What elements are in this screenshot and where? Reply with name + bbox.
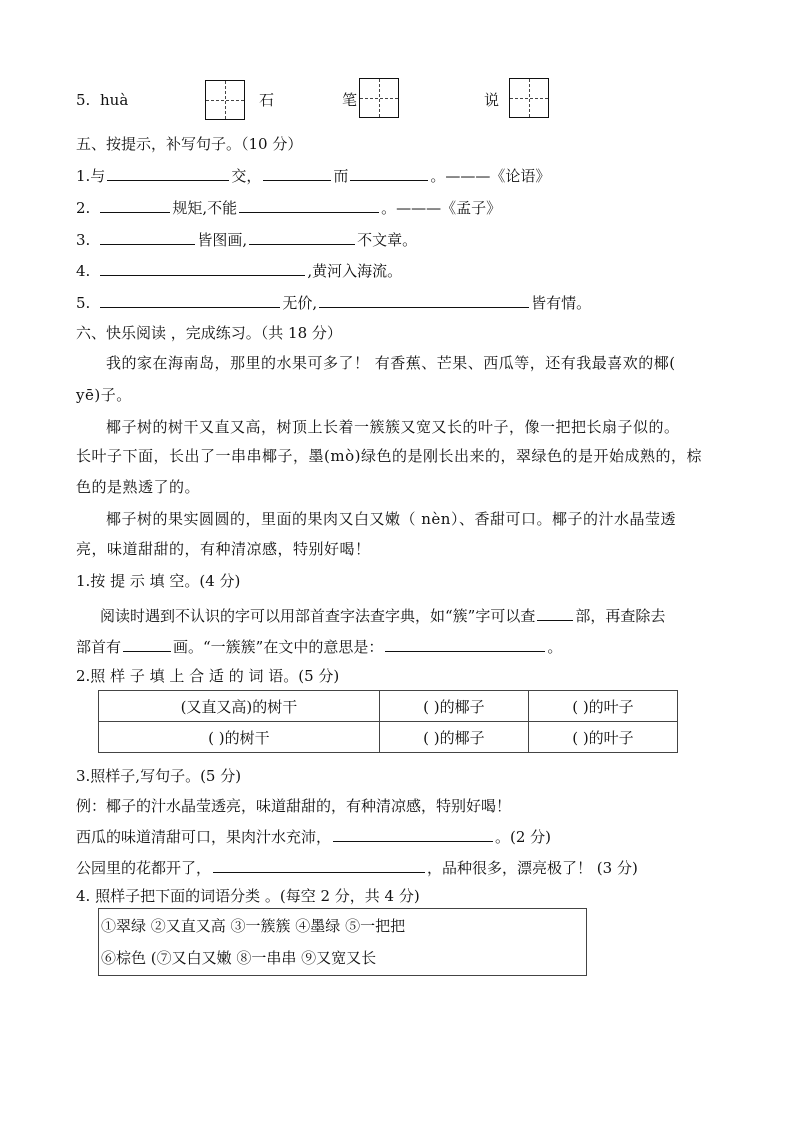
blank[interactable] bbox=[263, 165, 331, 181]
q2-title: 2.照 样 子 填 上 合 适 的 词 语。(5 分) bbox=[76, 667, 340, 685]
passage-line-4: 长叶子下面，长出了一串串椰子，墨(mò)绿色的是刚长出来的，翠绿色的是开始成熟的，棕 bbox=[76, 447, 702, 465]
s5-item-2-a: 2. bbox=[76, 199, 91, 217]
q1-line-1 bbox=[100, 605, 665, 626]
q5-number: 5. bbox=[76, 91, 91, 109]
table-cell[interactable]: (又直又高)的树干 bbox=[99, 691, 380, 722]
q1-line-1-b: 部，再查除去 bbox=[575, 607, 666, 625]
word-bank-row-1: ①翠绿 ②又直又高 ③一簇簇 ④墨绿 ⑤一把把 bbox=[101, 917, 406, 935]
q3-s2-a: 公园里的花都开了， bbox=[76, 859, 212, 877]
passage-line-1: 我的家在海南岛，那里的水果可多了！ 有香蕉、芒果、西瓜等，还有我最喜欢的椰( bbox=[106, 354, 676, 372]
s5-item-2-c: 。———《孟子》 bbox=[381, 199, 502, 217]
table-cell[interactable]: ( )的椰子 bbox=[379, 691, 528, 722]
q3-example: 例：椰子的汁水晶莹透亮，味道甜甜的，有种清凉感，特别好喝！ bbox=[76, 797, 512, 815]
s5-item-5-b: 无价, bbox=[282, 294, 318, 312]
passage-line-2: yē)子。 bbox=[76, 386, 132, 404]
s5-item-3-b: 皆图画, bbox=[197, 231, 248, 249]
blank[interactable] bbox=[249, 229, 355, 245]
blank[interactable] bbox=[385, 636, 545, 652]
q1-line-2-c: 。 bbox=[547, 638, 563, 656]
section6-title: 六、快乐阅读 ，完成练习。（共 18 分） bbox=[76, 324, 342, 342]
s5-item-5 bbox=[76, 292, 591, 313]
q4-title: 4. 照样子把下面的词语分类 。(每空 2 分，共 4 分) bbox=[76, 887, 420, 905]
passage-line-7: 亮，味道甜甜的，有种清凉感，特别好喝！ bbox=[76, 540, 371, 558]
q5-word-2: 笔 bbox=[342, 91, 358, 109]
blank[interactable] bbox=[537, 605, 573, 621]
s5-item-2 bbox=[76, 197, 501, 218]
blank[interactable] bbox=[123, 636, 171, 652]
s5-item-2-b: 规矩,不能 bbox=[172, 199, 238, 217]
blank[interactable] bbox=[100, 197, 170, 213]
q5-word-3: 说 bbox=[484, 91, 500, 109]
q5-pinyin: huà bbox=[100, 91, 129, 109]
table-row bbox=[99, 691, 678, 722]
s5-item-3 bbox=[76, 229, 417, 250]
tian-box-2[interactable] bbox=[359, 78, 399, 118]
s5-item-5-c: 皆有情。 bbox=[531, 294, 592, 312]
table-cell[interactable]: ( )的椰子 bbox=[379, 722, 528, 753]
q3-s1-b: 。(2 分) bbox=[495, 828, 552, 846]
q1-line-2 bbox=[76, 636, 562, 657]
word-bank-box bbox=[98, 908, 587, 976]
s5-item-4-a: 4. bbox=[76, 262, 91, 280]
s5-item-4-b: ,黄河入海流。 bbox=[307, 262, 403, 280]
section5-title: 五、按提示，补写句子。（10 分） bbox=[76, 135, 303, 153]
word-bank-row-2: ⑥棕色 (⑦又白又嫩 ⑧一串串 ⑨又宽又长 bbox=[101, 949, 377, 967]
passage-line-6: 椰子树的果实圆圆的，里面的果肉又白又嫩（ nèn）、香甜可口。椰子的汁水晶莹透 bbox=[106, 510, 676, 528]
tian-box-3[interactable] bbox=[509, 78, 549, 118]
s5-item-4 bbox=[76, 260, 402, 281]
q1-title: 1.按 提 示 填 空。(4 分) bbox=[76, 572, 241, 590]
blank[interactable] bbox=[319, 292, 529, 308]
table-cell[interactable]: ( )的树干 bbox=[99, 722, 380, 753]
s5-item-1-c: 而 bbox=[333, 167, 349, 185]
word-table bbox=[98, 690, 678, 753]
s5-item-1-b: 交， bbox=[231, 167, 262, 185]
s5-item-1-a: 1.与 bbox=[76, 167, 106, 185]
s5-item-1-d: 。———《论语》 bbox=[430, 167, 551, 185]
q3-s2-b: ，品种很多，漂亮极了！ (3 分) bbox=[427, 859, 638, 877]
table-cell[interactable]: ( )的叶子 bbox=[528, 722, 677, 753]
blank[interactable] bbox=[213, 857, 425, 873]
blank[interactable] bbox=[333, 826, 493, 842]
q3-sentence-2 bbox=[76, 857, 638, 878]
blank[interactable] bbox=[100, 229, 195, 245]
q1-line-2-a: 部首有 bbox=[76, 638, 122, 656]
blank[interactable] bbox=[107, 165, 229, 181]
passage-line-3: 椰子树的树干又直又高，树顶上长着一簇簇又宽又长的叶子，像一把把长扇子似的。 bbox=[106, 418, 680, 436]
table-row bbox=[99, 722, 678, 753]
s5-item-3-a: 3. bbox=[76, 231, 91, 249]
q3-s1-a: 西瓜的味道清甜可口，果肉汁水充沛， bbox=[76, 828, 332, 846]
q1-line-2-b: 画。“一簇簇”在文中的意思是： bbox=[173, 638, 384, 656]
passage-line-5: 色的是熟透了的。 bbox=[76, 478, 201, 496]
q5-word-1: 石 bbox=[259, 91, 275, 109]
blank[interactable] bbox=[100, 260, 305, 276]
blank[interactable] bbox=[350, 165, 428, 181]
table-cell[interactable]: ( )的叶子 bbox=[528, 691, 677, 722]
s5-item-5-a: 5. bbox=[76, 294, 91, 312]
q3-title: 3.照样子,写句子。(5 分) bbox=[76, 767, 242, 785]
tian-box-1[interactable] bbox=[205, 80, 245, 120]
blank[interactable] bbox=[100, 292, 280, 308]
q3-sentence-1 bbox=[76, 826, 551, 847]
s5-item-3-c: 不文章。 bbox=[357, 231, 418, 249]
q1-line-1-a: 阅读时遇到不认识的字可以用部首查字法查字典，如“簇”字可以查 bbox=[100, 607, 536, 625]
s5-item-1 bbox=[76, 165, 550, 186]
blank[interactable] bbox=[239, 197, 379, 213]
